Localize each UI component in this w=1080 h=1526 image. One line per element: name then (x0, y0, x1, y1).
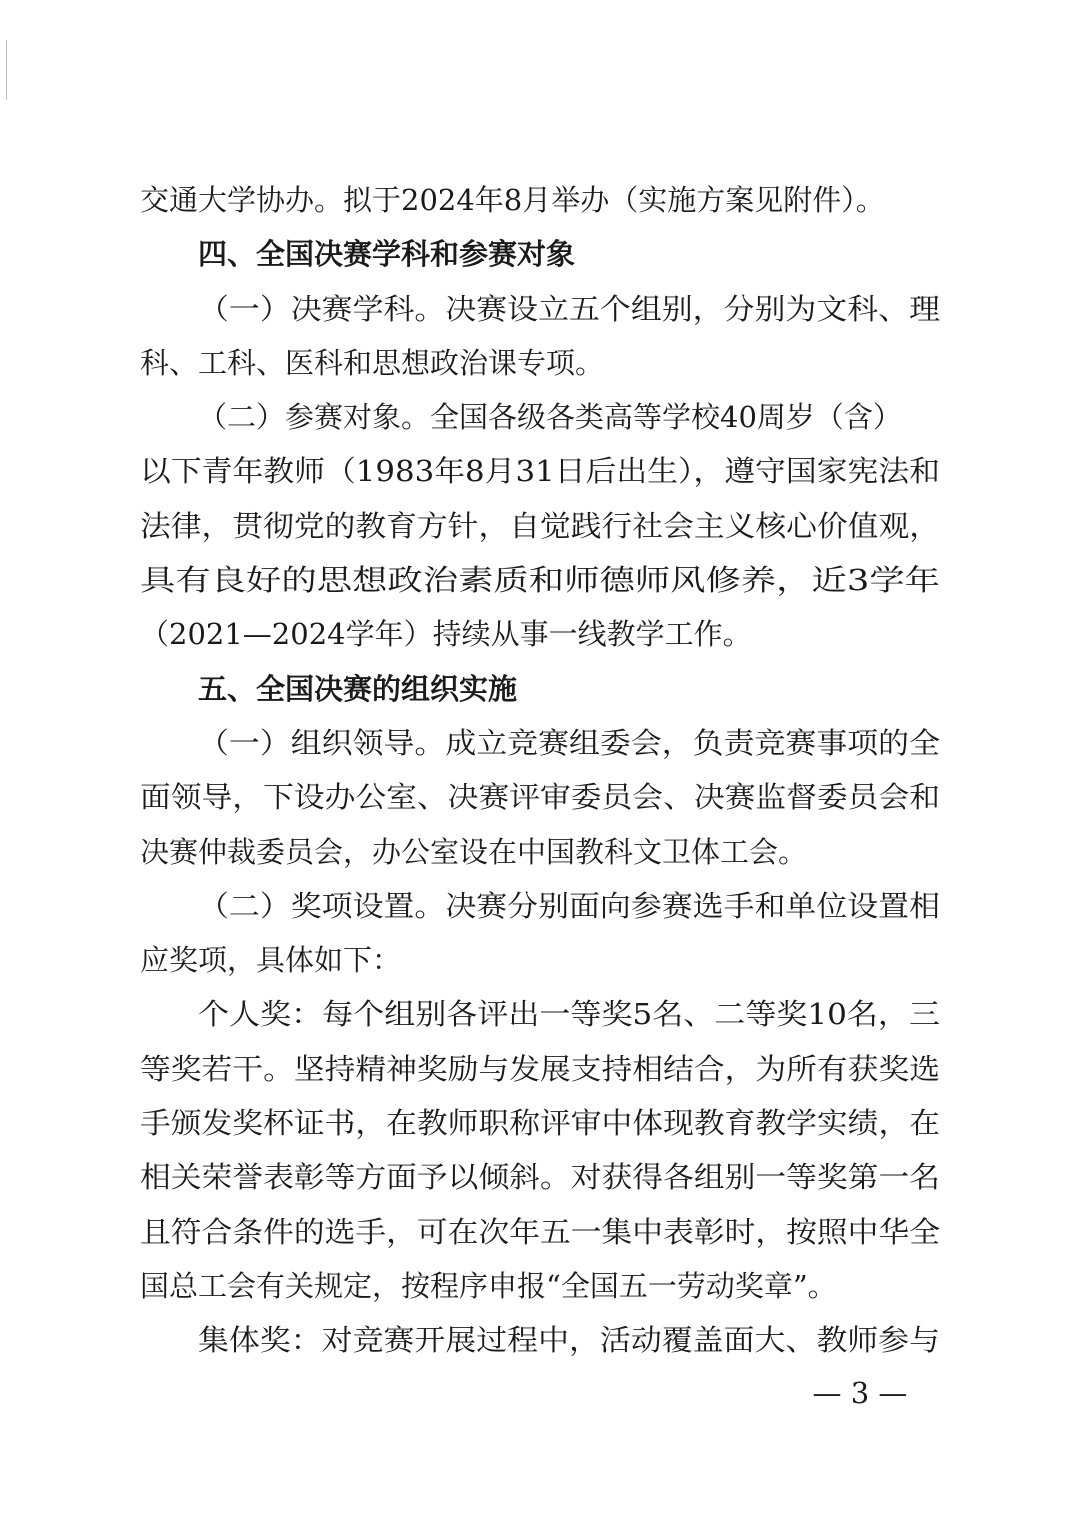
line-text: 以下青年教师（1983年8月31日后出生），遵守国家宪法和 (140, 454, 940, 489)
line-text: 且符合条件的选手，可在次年五一集中表彰时，按照中华全 (140, 1214, 940, 1249)
line-text: 四、全国决赛学科和参赛对象 (198, 237, 576, 272)
line-text: 应奖项，具体如下： (140, 943, 402, 978)
line-text: 国总工会有关规定，按程序申报“全国五一劳动奖章”。 (140, 1268, 837, 1303)
line-text: 集体奖：对竞赛开展过程中，活动覆盖面大、教师参与 (198, 1323, 940, 1358)
line-text: （二）奖项设置。决赛分别面向参赛选手和单位设置相 (198, 888, 940, 923)
text-line (140, 607, 940, 661)
page-number: — 3 — (812, 1376, 908, 1410)
text-line (140, 173, 940, 227)
line-text: 等奖若干。坚持精神奖励与发展支持相结合，为所有获奖选 (140, 1051, 940, 1086)
line-text: （一）决赛学科。决赛设立五个组别，分别为文科、理 (198, 291, 940, 326)
text-line (140, 879, 940, 933)
text-line (140, 553, 940, 607)
line-text: 具有良好的思想政治素质和师德师风修养，近3学年 (140, 563, 940, 598)
line-text: 法律，贯彻党的教育方针，自觉践行社会主义核心价值观， (140, 508, 940, 543)
section-heading (140, 662, 940, 716)
text-line (140, 390, 940, 444)
line-text: 手颁发奖杯证书，在教师职称评审中体现教育教学实绩，在 (140, 1106, 940, 1141)
text-line (140, 1259, 940, 1313)
text-line (140, 770, 940, 824)
line-text: （2021—2024学年）持续从事一线教学工作。 (140, 617, 752, 652)
text-line (140, 1205, 940, 1259)
line-text: 个人奖：每个组别各评出一等奖5名、二等奖10名，三 (198, 997, 941, 1032)
text-line (140, 987, 940, 1041)
body-text (140, 173, 940, 1368)
text-line (140, 282, 940, 336)
text-line (140, 716, 940, 770)
line-text: 面领导，下设办公室、决赛评审委员会、决赛监督委员会和 (140, 780, 940, 815)
line-text: （一）组织领导。成立竞赛组委会，负责竞赛事项的全 (198, 725, 940, 760)
text-line (140, 1313, 940, 1367)
text-line (140, 1096, 940, 1150)
section-heading (140, 227, 940, 281)
text-line (140, 1042, 940, 1096)
line-text: 决赛仲裁委员会，办公室设在中国教科文卫体工会。 (140, 834, 808, 869)
line-text: （二）参赛对象。全国各级各类高等学校40周岁（含） (198, 400, 902, 435)
text-line (140, 825, 940, 879)
line-text: 五、全国决赛的组织实施 (198, 671, 518, 706)
line-text: 交通大学协办。拟于2024年8月举办（实施方案见附件）。 (140, 183, 885, 217)
text-line (140, 499, 940, 553)
line-text: 科、工科、医科和思想政治课专项。 (140, 345, 605, 380)
scan-edge-mark (6, 40, 7, 100)
text-line (140, 933, 940, 987)
text-line (140, 336, 940, 390)
text-line (140, 444, 940, 498)
line-text: 相关荣誉表彰等方面予以倾斜。对获得各组别一等奖第一名 (140, 1160, 940, 1195)
text-line (140, 1150, 940, 1204)
